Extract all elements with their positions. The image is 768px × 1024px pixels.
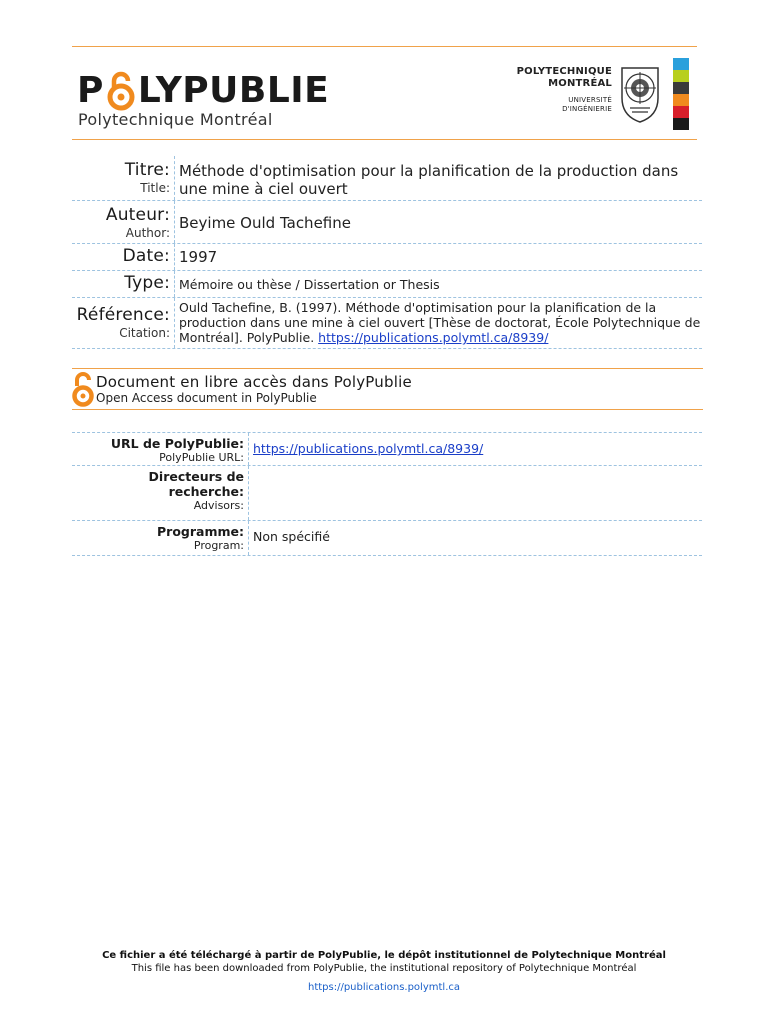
title-value: Méthode d'optimisation pour la planification de la production dans une mine à ciel ouvert bbox=[179, 162, 679, 198]
reference-text: Ould Tachefine, B. (1997). Méthode d'optimisation pour la planification de la production dans une mine à ciel ouvert [Thèse de doctorat, École Polytechnique de Montréal]. PolyPublie. bbox=[179, 300, 701, 345]
metadata-table bbox=[72, 156, 702, 349]
header-bottom-rule bbox=[72, 139, 697, 140]
school-sub-line1: UNIVERSITÉ bbox=[568, 96, 612, 104]
date-label: Date: bbox=[122, 246, 170, 266]
footer-link[interactable]: https://publications.polymtl.ca bbox=[307, 982, 460, 993]
advisors-label-line2: recherche: bbox=[168, 484, 244, 499]
type-row bbox=[72, 271, 702, 298]
footer-line-fr: Ce fichier a été téléchargé à partir de PolyPublie, le dépôt institutionnel de Polytechnique Montréal bbox=[102, 950, 666, 961]
footer-line-en: This file has been downloaded from PolyPublie, the institutional repository of Polytechnique Montréal bbox=[131, 963, 637, 974]
colorbar-swatch bbox=[673, 70, 689, 82]
reference-link[interactable]: https://publications.polymtl.ca/8939/ bbox=[318, 330, 549, 345]
polypublie-logo bbox=[77, 70, 329, 112]
author-row bbox=[72, 201, 702, 244]
author-label: Auteur: bbox=[105, 205, 170, 225]
open-access-icon bbox=[72, 371, 94, 409]
program-label: Programme: bbox=[157, 524, 244, 539]
date-row bbox=[72, 244, 702, 271]
url-label: URL de PolyPublie: bbox=[110, 436, 244, 451]
url-row bbox=[72, 433, 702, 466]
open-access-subtitle: Open Access document in PolyPublie bbox=[96, 391, 317, 405]
logo-subtitle: Polytechnique Montréal bbox=[78, 110, 273, 129]
school-name-line2: MONTRÉAL bbox=[548, 78, 612, 89]
author-value: Beyime Ould Tachefine bbox=[179, 214, 351, 232]
reference-value bbox=[175, 298, 702, 348]
date-value: 1997 bbox=[179, 248, 218, 266]
colorbar-swatch bbox=[673, 94, 689, 106]
polypublie-url-link[interactable]: https://publications.polymtl.ca/8939/ bbox=[253, 441, 484, 456]
open-access-banner bbox=[72, 368, 703, 410]
school-name-line1: POLYTECHNIQUE bbox=[516, 66, 612, 77]
title-sublabel: Title: bbox=[140, 181, 170, 195]
top-rule bbox=[72, 46, 697, 47]
advisors-sublabel: Advisors: bbox=[193, 499, 244, 512]
school-sub-line2: D'INGÉNIERIE bbox=[562, 105, 612, 113]
logo-letter-p: P bbox=[77, 70, 104, 111]
school-name bbox=[517, 66, 612, 114]
advisors-value bbox=[249, 466, 702, 520]
colorbar-swatch bbox=[673, 118, 689, 130]
type-label: Type: bbox=[124, 273, 170, 293]
reference-label: Référence: bbox=[76, 305, 170, 325]
title-row bbox=[72, 156, 702, 201]
url-value-cell bbox=[249, 433, 702, 465]
advisors-row bbox=[72, 466, 702, 521]
type-value: Mémoire ou thèse / Dissertation or Thesis bbox=[179, 277, 440, 292]
school-seal-icon bbox=[616, 64, 664, 124]
advisors-label-line1: Directeurs de bbox=[148, 469, 244, 484]
program-sublabel: Program: bbox=[193, 539, 244, 552]
reference-sublabel: Citation: bbox=[119, 326, 170, 340]
program-row bbox=[72, 521, 702, 556]
logo-letters: LYPUBLIE bbox=[137, 70, 330, 111]
author-sublabel: Author: bbox=[125, 226, 170, 240]
url-sublabel: PolyPublie URL: bbox=[159, 451, 244, 464]
title-label: Titre: bbox=[124, 160, 170, 180]
colorbar-swatch bbox=[673, 58, 689, 70]
reference-row bbox=[72, 298, 702, 349]
info-table bbox=[72, 432, 702, 556]
colorbar-swatch bbox=[673, 106, 689, 118]
program-value: Non spécifié bbox=[253, 529, 330, 544]
colorbar-swatch bbox=[673, 82, 689, 94]
brand-colorbar bbox=[673, 58, 689, 130]
open-access-title: Document en libre accès dans PolyPublie bbox=[96, 373, 412, 391]
open-access-lock-icon bbox=[105, 71, 137, 111]
